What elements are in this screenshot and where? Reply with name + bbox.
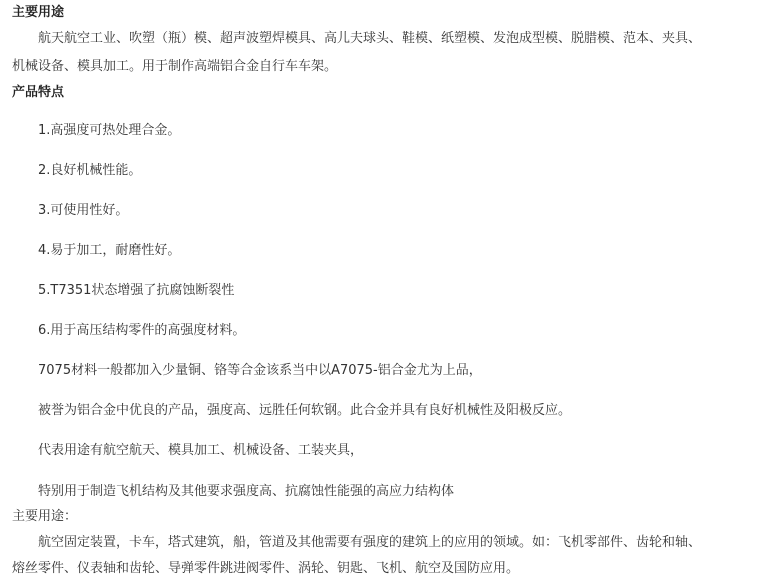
section-heading-main-uses: 主要用途 [12,5,65,20]
feature-item: 2.良好机械性能。 [38,163,142,178]
feature-item: 特别用于制造飞机结构及其他要求强度高、抗腐蚀性能强的高应力结构体 [38,484,455,499]
section-heading-product-features: 产品特点 [12,85,65,100]
feature-item: 5.T7351状态增强了抗腐蚀断裂性 [38,283,235,298]
feature-item: 3.可使用性好。 [38,203,129,218]
feature-item: 1.高强度可热处理合金。 [38,123,181,138]
feature-item: 4.易于加工，耐磨性好。 [38,243,181,258]
main-uses-paragraph-line-2: 机械设备、模具加工。用于制作高端铝合金自行车车架。 [12,59,338,74]
feature-item: 被誉为铝合金中优良的产品，强度高、远胜任何软钢。此合金并具有良好机械性及阳极反应。 [38,403,572,418]
main-uses-2-paragraph-line-1: 航空固定装置，卡车，塔式建筑，船，管道及其他需要有强度的建筑上的应用的领域。如：飞机零部件、齿轮和轴、 [38,535,702,550]
feature-item: 6.用于高压结构零件的高强度材料。 [38,323,246,338]
feature-item: 代表用途有航空航天、模具加工、机械设备、工装夹具， [38,443,364,458]
main-uses-2-paragraph-line-2: 熔丝零件、仪表轴和齿轮、导弹零件跳进阀零件、涡轮、钥匙、飞机、航空及国防应用。 [12,561,520,576]
main-uses-paragraph-line-1: 航天航空工业、吹塑（瓶）模、超声波塑焊模具、高儿夫球头、鞋模、纸塑模、发泡成型模、脱腊模、范本、夹具、 [38,31,702,46]
section-heading-main-uses-2: 主要用途： [12,509,78,524]
feature-item: 7075材料一般都加入少量铜、铬等合金该系当中以A7075-铝合金尤为上品， [38,363,482,378]
